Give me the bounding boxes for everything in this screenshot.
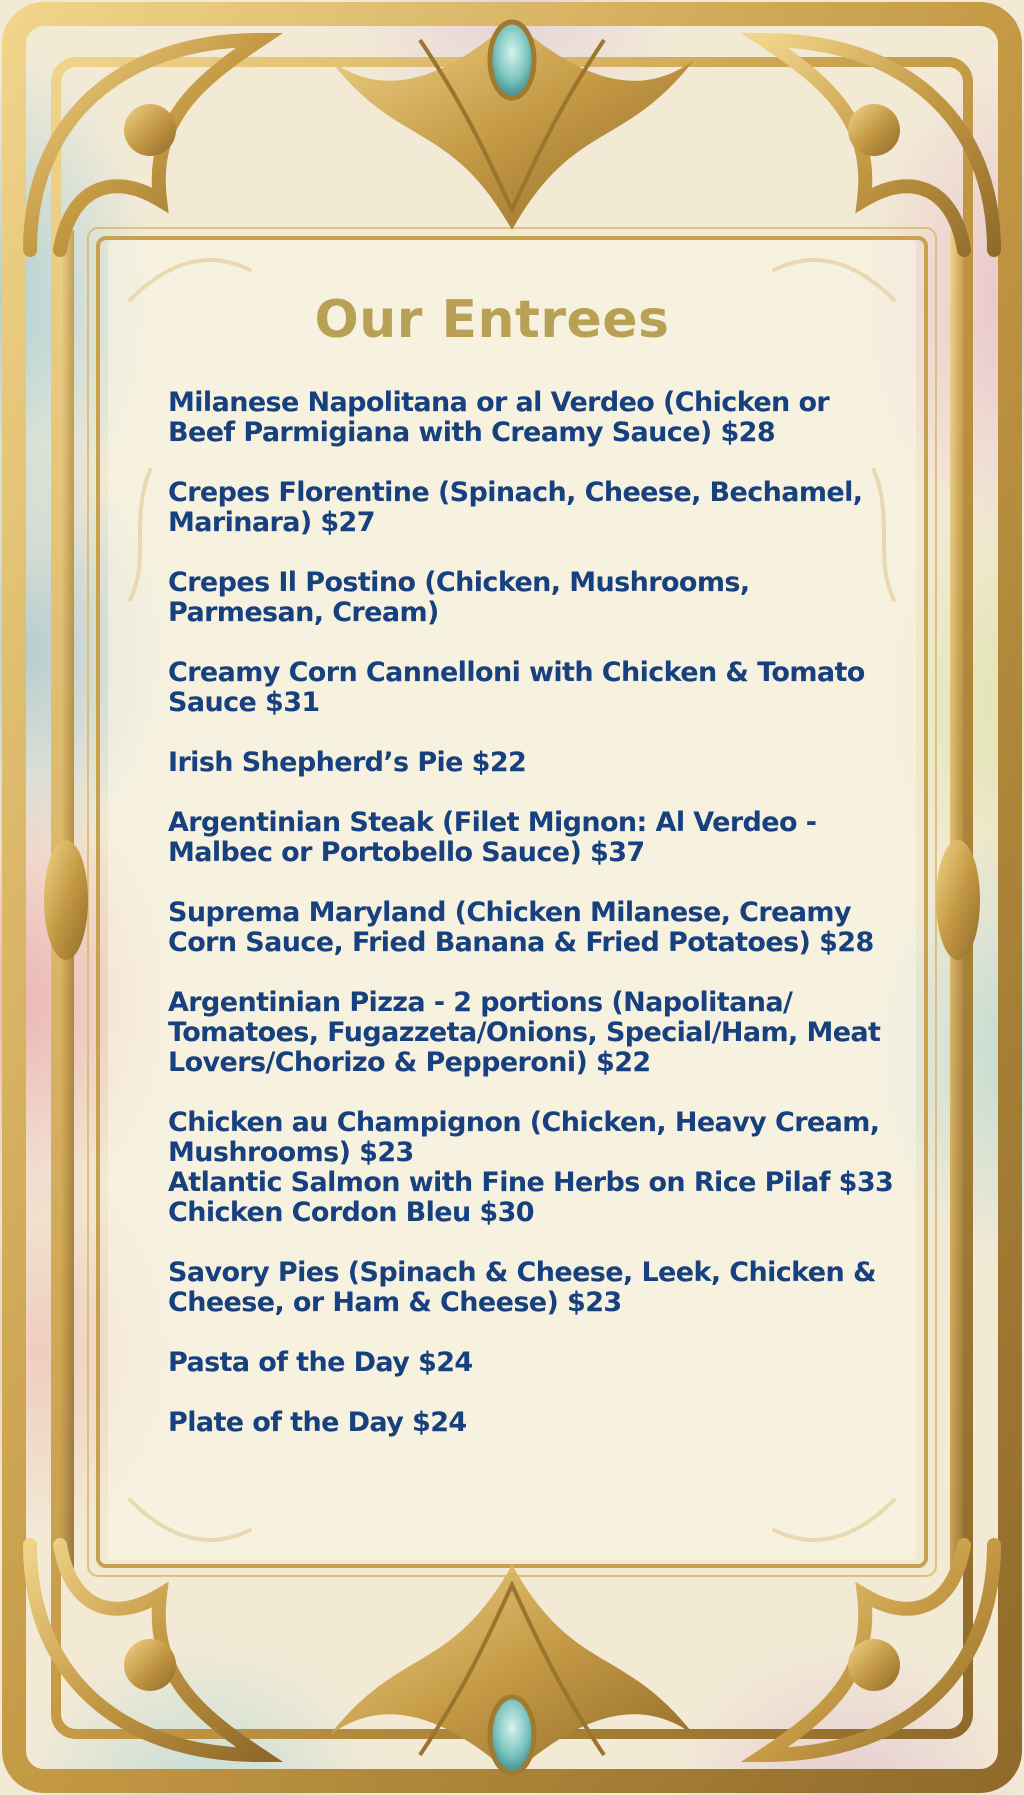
page-title: Our Entrees [314, 290, 670, 350]
menu-item: Irish Shepherd’s Pie $22 [168, 747, 527, 778]
top-crest [330, 20, 694, 230]
entree-list [168, 388, 898, 1438]
menu-item: Crepes Florentine (Spinach, Cheese, Bechamel, Marinara) $27 [168, 477, 863, 538]
menu-item: Plate of the Day $24 [168, 1407, 467, 1438]
menu-item: Crepes Il Postino (Chicken, Mushrooms, Parmesan, Cream) [168, 567, 750, 628]
menu-item: Savory Pies (Spinach & Cheese, Leek, Chicken & Cheese, or Ham & Cheese) $23 [168, 1257, 876, 1318]
menu-item: Chicken au Champignon (Chicken, Heavy Cream, Mushrooms) $23 [168, 1107, 880, 1168]
menu-item: Pasta of the Day $24 [168, 1347, 473, 1378]
turquoise-gem-bottom [490, 1697, 534, 1773]
menu-item: Chicken Cordon Bleu $30 [168, 1197, 534, 1228]
menu-item: Suprema Maryland (Chicken Milanese, Creamy Corn Sauce, Fried Banana & Fried Potatoes) $28 [168, 897, 874, 958]
menu-item: Milanese Napolitana or al Verdeo (Chicken or Beef Parmigiana with Creamy Sauce) $28 [168, 387, 830, 448]
menu-item: Atlantic Salmon with Fine Herbs on Rice Pilaf $33 [168, 1167, 894, 1198]
bottom-crest [330, 1565, 694, 1775]
menu-item: Argentinian Steak (Filet Mignon: Al Verdeo - Malbec or Portobello Sauce) $37 [168, 807, 817, 868]
menu-item: Creamy Corn Cannelloni with Chicken & Tomato Sauce $31 [168, 657, 865, 718]
menu-item: Argentinian Pizza - 2 portions (Napolitana/ Tomatoes, Fugazzeta/Onions, Special/Ham, Meat Lovers/Chorizo & Pepperoni) $22 [168, 987, 881, 1078]
turquoise-gem-top [490, 22, 534, 98]
